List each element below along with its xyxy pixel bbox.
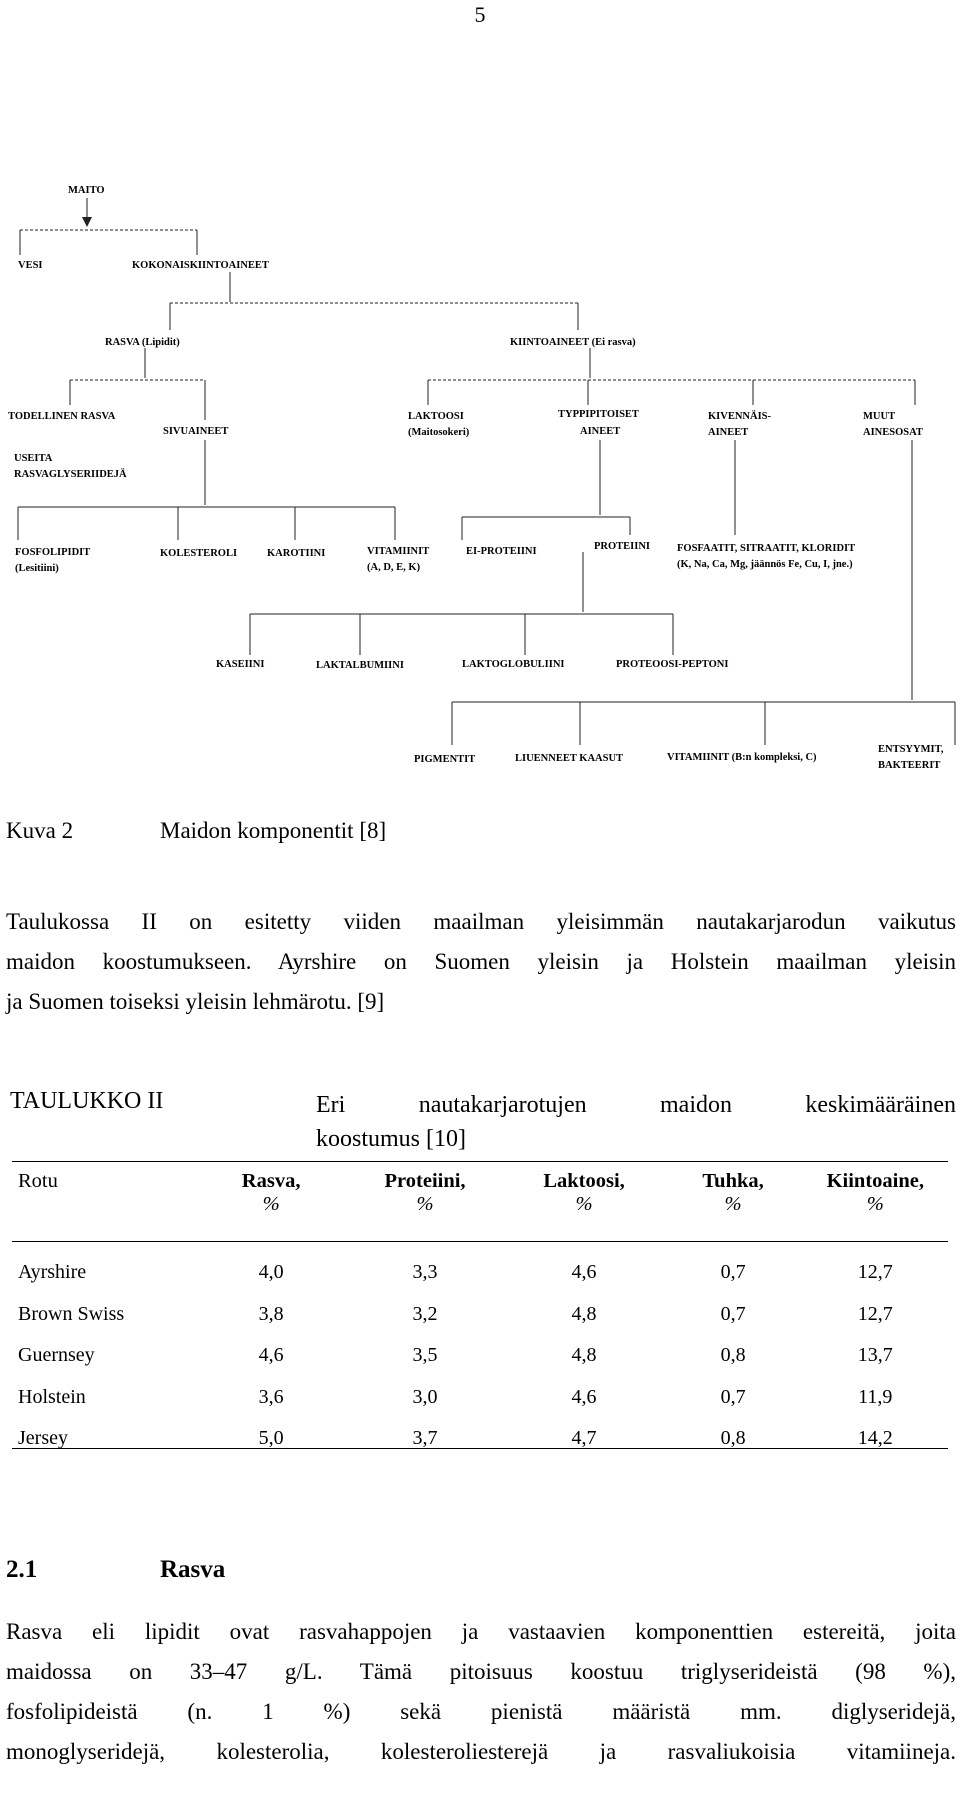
page-number: 5	[474, 2, 486, 27]
header-kiintoaine-label: Kiintoaine,	[826, 1170, 924, 1192]
table-title-word: nautakarjarotujen	[418, 1092, 587, 1118]
header-laktoosi	[505, 1170, 664, 1238]
header-unit: %	[575, 1193, 593, 1215]
node-useita-2: RASVAGLYSERIIDEJÄ	[14, 469, 127, 480]
table-header-row	[12, 1170, 948, 1238]
node-laktoosi-1: LAKTOOSI	[408, 411, 464, 422]
cell-tuhka: 0,8	[720, 1344, 746, 1367]
table-title	[316, 1088, 956, 1156]
table-row	[12, 1377, 948, 1419]
table-row	[12, 1418, 948, 1460]
node-kolesteroli: KOLESTEROLI	[160, 548, 238, 559]
node-ei-proteiini: EI-PROTEIINI	[466, 546, 537, 557]
intro-line-2: maidon koostumukseen. Ayrshire on Suomen yleisin ja Holstein maailman yleisin	[6, 949, 956, 974]
node-maito: MAITO	[68, 185, 105, 196]
paragraph-line	[6, 1692, 956, 1732]
header-rotu: Rotu	[18, 1170, 58, 1192]
node-entsyymit-1: ENTSYYMIT,	[878, 744, 944, 755]
header-rasva-label: Rasva,	[241, 1170, 301, 1192]
header-unit: %	[724, 1193, 742, 1215]
cell-kiintoaine: 11,9	[858, 1385, 893, 1408]
node-vitamiinit-b: VITAMIINIT (B:n kompleksi, C)	[667, 752, 817, 763]
header-kiintoaine	[803, 1170, 948, 1238]
node-proteiini: PROTEIINI	[594, 541, 651, 552]
cell-proteiini: 3,5	[412, 1344, 438, 1367]
node-typpipitoiset-2: AINEET	[580, 426, 621, 437]
node-laktoglobuliini: LAKTOGLOBULIINI	[462, 659, 565, 670]
cell-kiintoaine: 14,2	[857, 1427, 893, 1450]
table-row	[12, 1252, 948, 1294]
node-typpipitoiset-1: TYPPIPITOISET	[558, 409, 639, 420]
node-kiintoaineet: KIINTOAINEET (Ei rasva)	[510, 337, 636, 348]
node-vitamiinit-2: (A, D, E, K)	[367, 562, 421, 573]
intro-line-3: ja Suomen toiseksi yleisin lehmärotu. [9]	[6, 989, 385, 1014]
section-heading	[0, 1556, 960, 1588]
cell-laktoosi: 4,6	[571, 1385, 597, 1408]
node-pigmentit: PIGMENTIT	[414, 754, 476, 765]
node-kokonaiskiintoaineet: KOKONAISKIINTOAINEET	[132, 260, 269, 271]
table-row	[12, 1238, 948, 1252]
cell-breed: Brown Swiss	[18, 1302, 125, 1325]
node-laktoosi-2: (Maitosokeri)	[408, 427, 470, 438]
cell-laktoosi: 4,8	[571, 1302, 597, 1325]
table-title-line-2: koostumus [10]	[316, 1126, 466, 1152]
paragraph-line	[6, 1732, 956, 1772]
cell-rasva: 3,8	[258, 1302, 284, 1325]
header-unit: %	[262, 1193, 280, 1215]
section-title: Rasva	[160, 1556, 226, 1583]
node-proteoosi: PROTEOOSI-PEPTONI	[616, 659, 729, 670]
table-title-word: maidon	[660, 1092, 732, 1118]
header-proteiini-label: Proteiini,	[384, 1170, 466, 1192]
cell-tuhka: 0,7	[720, 1385, 746, 1408]
node-laktalbumiini: LAKTALBUMIINI	[316, 660, 404, 671]
cell-breed: Guernsey	[18, 1344, 95, 1367]
diagram-labels	[8, 185, 944, 771]
paragraph-line	[6, 1612, 956, 1652]
table-row	[12, 1335, 948, 1377]
node-sivuaineet: SIVUAINEET	[163, 426, 229, 437]
figure-caption	[0, 818, 960, 848]
cell-kiintoaine: 12,7	[857, 1261, 893, 1284]
node-kivennais-2: AINEET	[708, 427, 749, 438]
section-line-3: fosfolipideistä (n. 1 %) sekä pienistä määristä mm. diglyseridejä,	[6, 1699, 956, 1724]
paragraph-line	[6, 942, 956, 982]
node-muut-1: MUUT	[863, 411, 896, 422]
cell-breed: Ayrshire	[18, 1261, 87, 1284]
cell-kiintoaine: 12,7	[857, 1302, 893, 1325]
section-line-2: maidossa on 33–47 g/L. Tämä pitoisuus koostuu triglyserideistä (98 %),	[6, 1659, 956, 1684]
cell-rasva: 4,6	[258, 1344, 284, 1367]
cell-laktoosi: 4,8	[571, 1344, 597, 1367]
header-rasva	[197, 1170, 346, 1238]
node-vesi: VESI	[18, 260, 43, 271]
node-useita-1: USEITA	[14, 453, 53, 464]
table-row	[12, 1294, 948, 1336]
table-title-line-1	[316, 1088, 956, 1122]
cell-kiintoaine: 13,7	[857, 1344, 893, 1367]
paragraph-line	[6, 902, 956, 942]
cell-rasva: 4,0	[258, 1261, 284, 1284]
cell-tuhka: 0,8	[720, 1427, 746, 1450]
table-title-word: Eri	[316, 1092, 346, 1118]
node-karotiini: KAROTIINI	[267, 548, 326, 559]
node-fosfaatit-2: (K, Na, Ca, Mg, jäännös Fe, Cu, I, jne.)	[677, 559, 853, 570]
node-kivennais-1: KIVENNÄIS-	[708, 411, 772, 422]
header-laktoosi-label: Laktoosi,	[543, 1170, 625, 1192]
node-liuenneet: LIUENNEET KAASUT	[515, 753, 624, 764]
caption-text: Maidon komponentit [8]	[160, 818, 387, 843]
node-kaseiini: KASEIINI	[216, 659, 265, 670]
header-proteiini	[346, 1170, 505, 1238]
section-number: 2.1	[6, 1556, 38, 1583]
header-unit: %	[866, 1193, 884, 1215]
node-todellinen-rasva: TODELLINEN RASVA	[8, 411, 116, 422]
cell-proteiini: 3,0	[412, 1385, 438, 1408]
table-label: TAULUKKO II	[10, 1088, 164, 1114]
cell-laktoosi: 4,6	[571, 1261, 597, 1284]
cell-proteiini: 3,3	[412, 1261, 438, 1284]
cell-rasva: 5,0	[258, 1427, 284, 1450]
node-fosfolipidit-1: FOSFOLIPIDIT	[15, 547, 91, 558]
table-title-word: keskimääräinen	[805, 1092, 956, 1118]
section-line-4: monoglyseridejä, kolesterolia, kolesteroliesterejä ja rasvaliukoisia vitamiineja.	[6, 1739, 956, 1764]
node-rasva: RASVA (Lipidit)	[105, 337, 180, 348]
section-paragraph	[6, 1612, 956, 1772]
cell-proteiini: 3,2	[412, 1302, 438, 1325]
node-muut-2: AINESOSAT	[863, 427, 923, 438]
cell-tuhka: 0,7	[720, 1302, 746, 1325]
node-fosfolipidit-2: (Lesitiini)	[15, 563, 59, 574]
table-top-rule	[12, 1161, 948, 1162]
header-unit: %	[416, 1193, 434, 1215]
cell-breed: Jersey	[18, 1427, 68, 1450]
milk-composition-table	[12, 1170, 948, 1460]
cell-rasva: 3,6	[258, 1385, 284, 1408]
cell-tuhka: 0,7	[720, 1261, 746, 1284]
header-tuhka-label: Tuhka,	[702, 1170, 764, 1192]
cell-laktoosi: 4,7	[571, 1427, 597, 1450]
node-vitamiinit-1: VITAMIINIT	[367, 546, 430, 557]
section-line-1: Rasva eli lipidit ovat rasvahappojen ja vastaavien komponenttien estereitä, joita	[6, 1619, 956, 1644]
paragraph-line	[6, 1652, 956, 1692]
cell-proteiini: 3,7	[412, 1427, 438, 1450]
milk-components-diagram	[0, 0, 960, 790]
node-entsyymit-2: BAKTEERIT	[878, 760, 941, 771]
intro-paragraph	[6, 902, 956, 1022]
header-tuhka	[664, 1170, 803, 1238]
caption-label: Kuva 2	[6, 818, 74, 843]
cell-breed: Holstein	[18, 1385, 86, 1408]
intro-line-1: Taulukossa II on esitetty viiden maailman yleisimmän nautakarjarodun vaikutus	[6, 909, 956, 934]
node-fosfaatit-1: FOSFAATIT, SITRAATIT, KLORIDIT	[677, 543, 856, 554]
